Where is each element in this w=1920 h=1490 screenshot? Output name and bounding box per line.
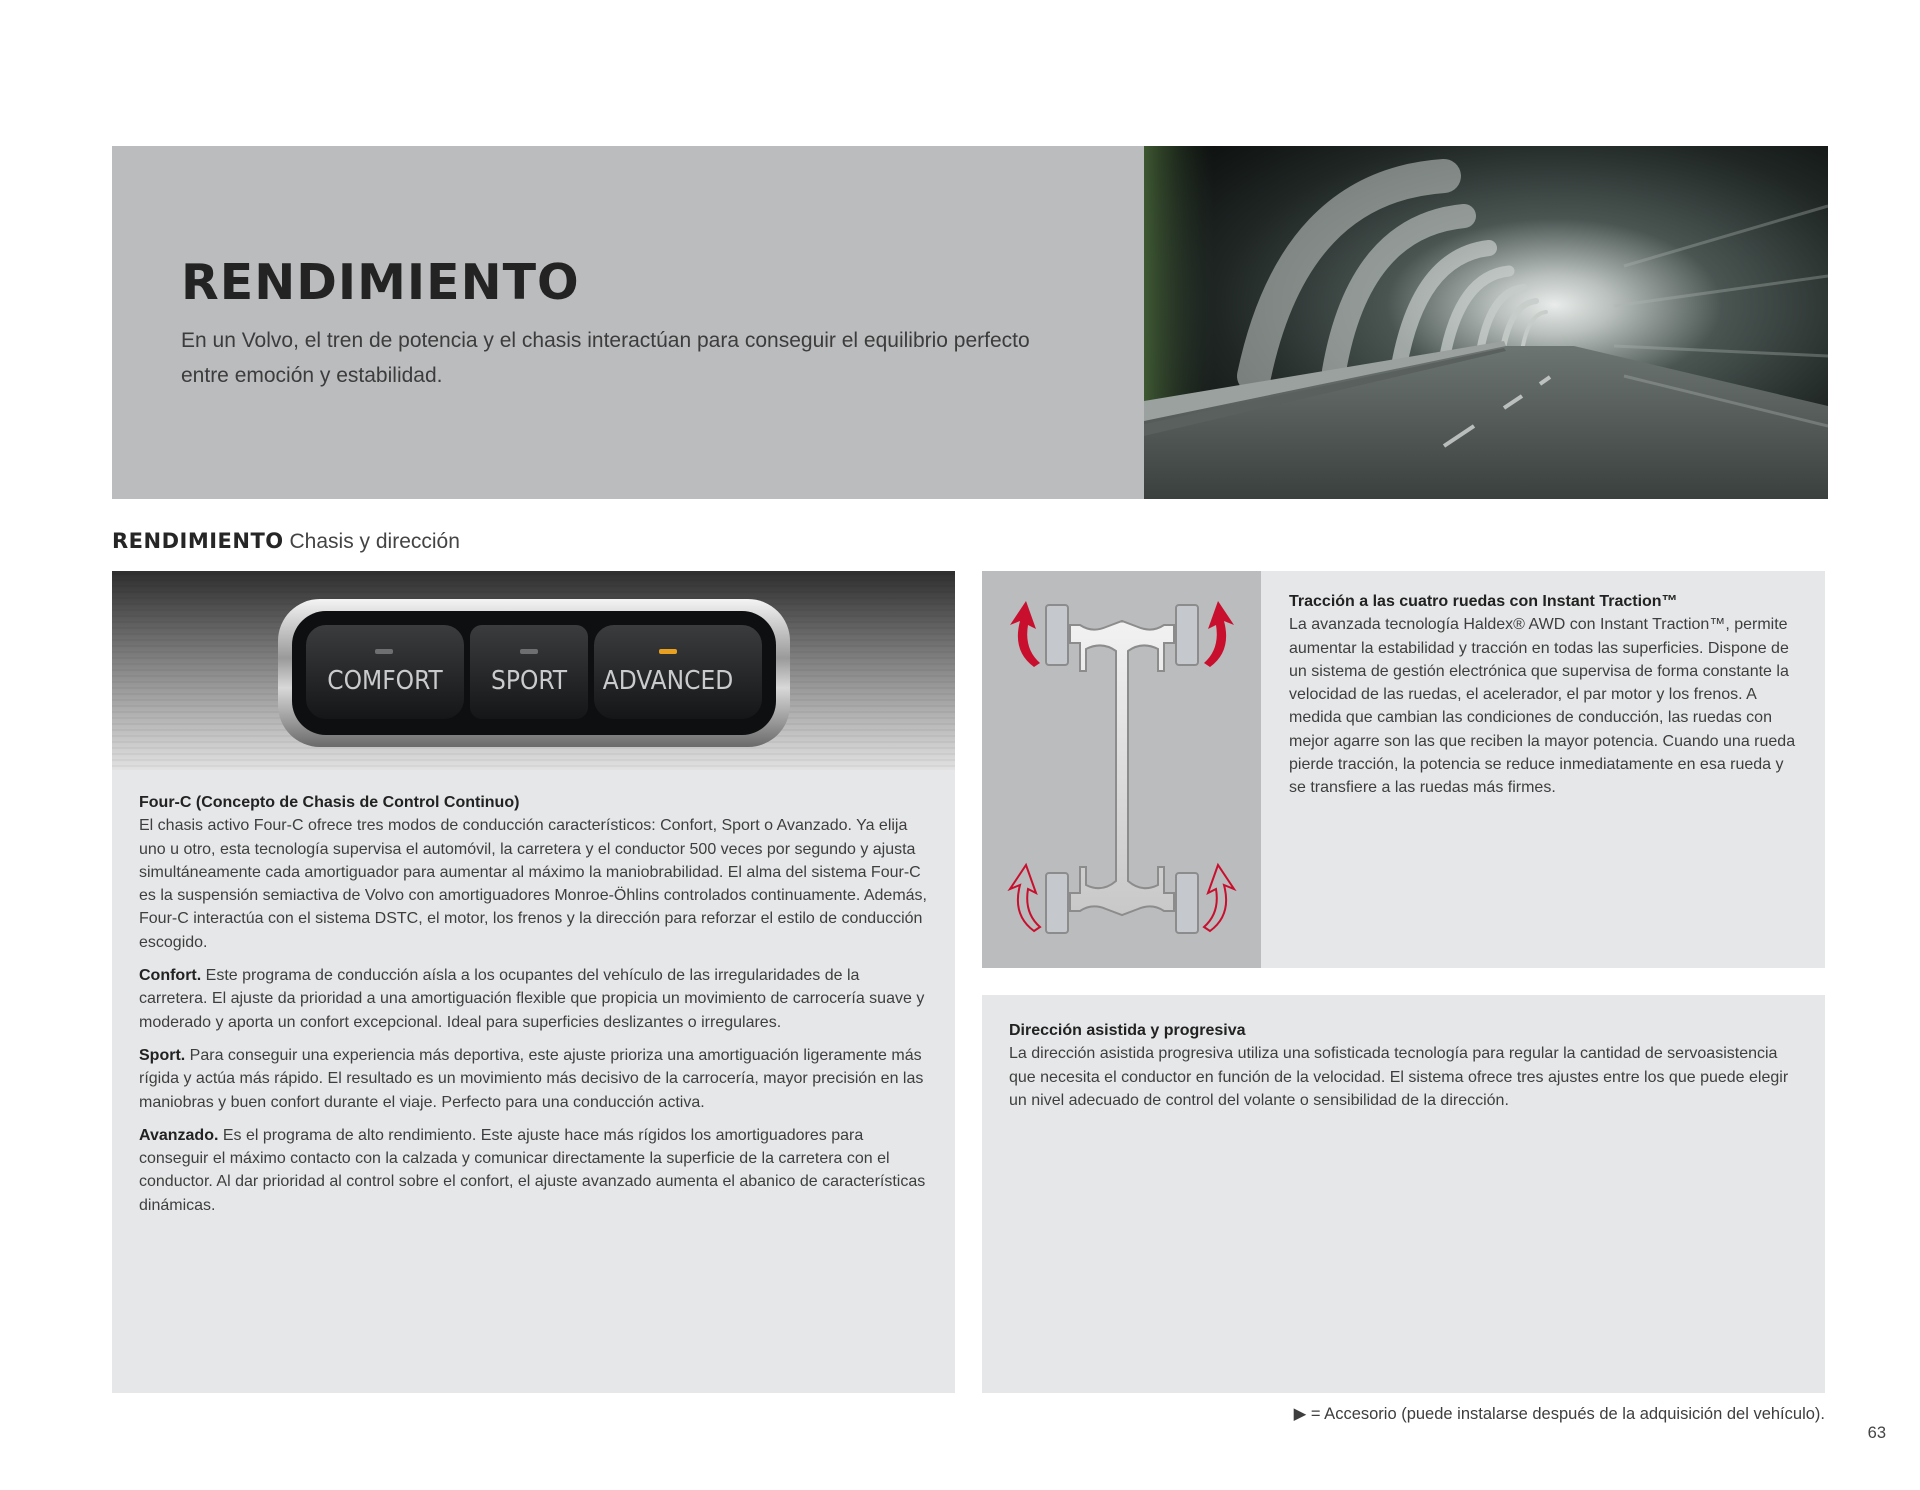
front-left-wheel	[1046, 605, 1068, 665]
hero-subtitle	[181, 323, 1081, 393]
rear-left-arrow-icon	[1010, 865, 1040, 931]
rear-right-wheel	[1176, 873, 1198, 933]
steering-body: La dirección asistida progresiva utiliza una sofisticada tecnología para regular la cantidad de servoasistencia que necesita el conductor en función de la velocidad. El sistema ofrece tres ajustes entre los que puede elegir un nivel adecuado de control del volante o sensibilidad de la dirección.	[1009, 1045, 1789, 1109]
drivetrain-diagram	[982, 571, 1261, 968]
awd-diagram	[982, 571, 1261, 968]
front-left-arrow-icon	[1010, 601, 1040, 667]
comfort-heading: Confort.	[139, 967, 202, 985]
accessory-footnote	[1294, 1404, 1825, 1424]
advanced-body: Es el programa de alto rendimiento. Este ajuste hace más rígidos los amortiguadores para conseguir el máximo contacto con la calzada y comunicar directamente la superficie de la carretera con el conductor. Al dar prioridad al control sobre el confort, el ajuste avanzado aumenta el abanico de características dinámicas.	[139, 1126, 926, 1214]
hero-subtitle-line-2: entre emoción y estabilidad.	[181, 364, 443, 387]
section-heading-bold: RENDIMIENTO	[112, 529, 284, 553]
steering-text	[1009, 1019, 1799, 1112]
tunnel-illustration	[1144, 146, 1828, 499]
awd-body: La avanzada tecnología Haldex® AWD con Instant Traction™, permite aumentar la estabilidad y tracción en todas las superficies. Dispone de un sistema de gestión electrónica que supervisa de forma constante la velocidad de las ruedas, el acelerador, el par motor y los frenos. A medida que cambian las condiciones de conducción, las ruedas con mejor agarre son las que reciben la mayor potencia. Cuando una rueda pierde tracción, la potencia se reduce inmediatamente en esa rueda y se transfiere a las ruedas más firmes.	[1289, 616, 1796, 797]
comfort-button-label: COMFORT	[327, 666, 443, 696]
awd-title: Tracción a las cuatro ruedas con Instant Traction™	[1289, 593, 1678, 610]
awd-text	[1289, 590, 1799, 800]
front-right-wheel	[1176, 605, 1198, 665]
drive-mode-buttons-photo	[112, 571, 955, 770]
front-right-arrow-icon	[1204, 601, 1234, 667]
four-c-text	[139, 791, 929, 1227]
play-triangle-icon: ▶	[1293, 1405, 1307, 1423]
steering-title: Dirección asistida y progresiva	[1009, 1022, 1246, 1039]
sport-led	[520, 649, 538, 654]
advanced-led	[659, 649, 677, 654]
rear-right-arrow-icon	[1204, 865, 1234, 931]
four-c-title: Four-C (Concepto de Chasis de Control Continuo)	[139, 794, 520, 811]
page-number: 63	[1867, 1424, 1886, 1442]
axle-frame	[1070, 621, 1174, 915]
rear-left-wheel	[1046, 873, 1068, 933]
section-heading	[112, 529, 460, 554]
four-c-body: El chasis activo Four-C ofrece tres modos de conducción característicos: Confort, Sport o Avanzado. Ya elija uno u otro, esta tecnología supervisa el automóvil, la carretera y el conductor 500 veces por segundo y ajusta simultáneamente cada amortiguador para aumentar al máximo la maniobrabilidad. El alma del sistema Four-C es la suspensión semiactiva de Volvo con amortiguadores Monroe-Öhlins controlados continuamente. Además, Four-C interactúa con el sistema DSTC, el motor, los frenos y la dirección para reforzar el estilo de conducción escogido.	[139, 817, 927, 951]
sport-heading: Sport.	[139, 1046, 186, 1064]
section-heading-rest: Chasis y dirección	[289, 530, 460, 553]
drive-mode-console	[112, 571, 955, 770]
hero-subtitle-line-1: En un Volvo, el tren de potencia y el chasis interactúan para conseguir el equilibrio perfecto	[181, 329, 1030, 352]
tunnel-photo	[1144, 146, 1828, 499]
advanced-heading: Avanzado.	[139, 1126, 219, 1144]
advanced-button-label: ADVANCED	[602, 666, 734, 696]
comfort-led	[375, 649, 393, 654]
footnote-text: = Accesorio (puede instalarse después de la adquisición del vehículo).	[1310, 1405, 1825, 1423]
page-title: RENDIMIENTO	[181, 254, 580, 311]
comfort-body: Este programa de conducción aísla a los ocupantes del vehículo de las irregularidades de la carretera. El ajuste da prioridad a una amortiguación flexible que propicia un movimiento de carrocería suave y moderado y aporta un confort excepcional. Ideal para superficies deslizantes o irregulares.	[139, 967, 925, 1031]
sport-body: Para conseguir una experiencia más deportiva, este ajuste prioriza una amortiguación ligeramente más rígida y actúa más rápido. El resultado es un movimiento más decisivo de la carrocería, mayor precisión en las maniobras y buen confort durante el viaje. Perfecto para una conducción activa.	[139, 1046, 924, 1111]
sport-button-label: SPORT	[490, 666, 568, 696]
